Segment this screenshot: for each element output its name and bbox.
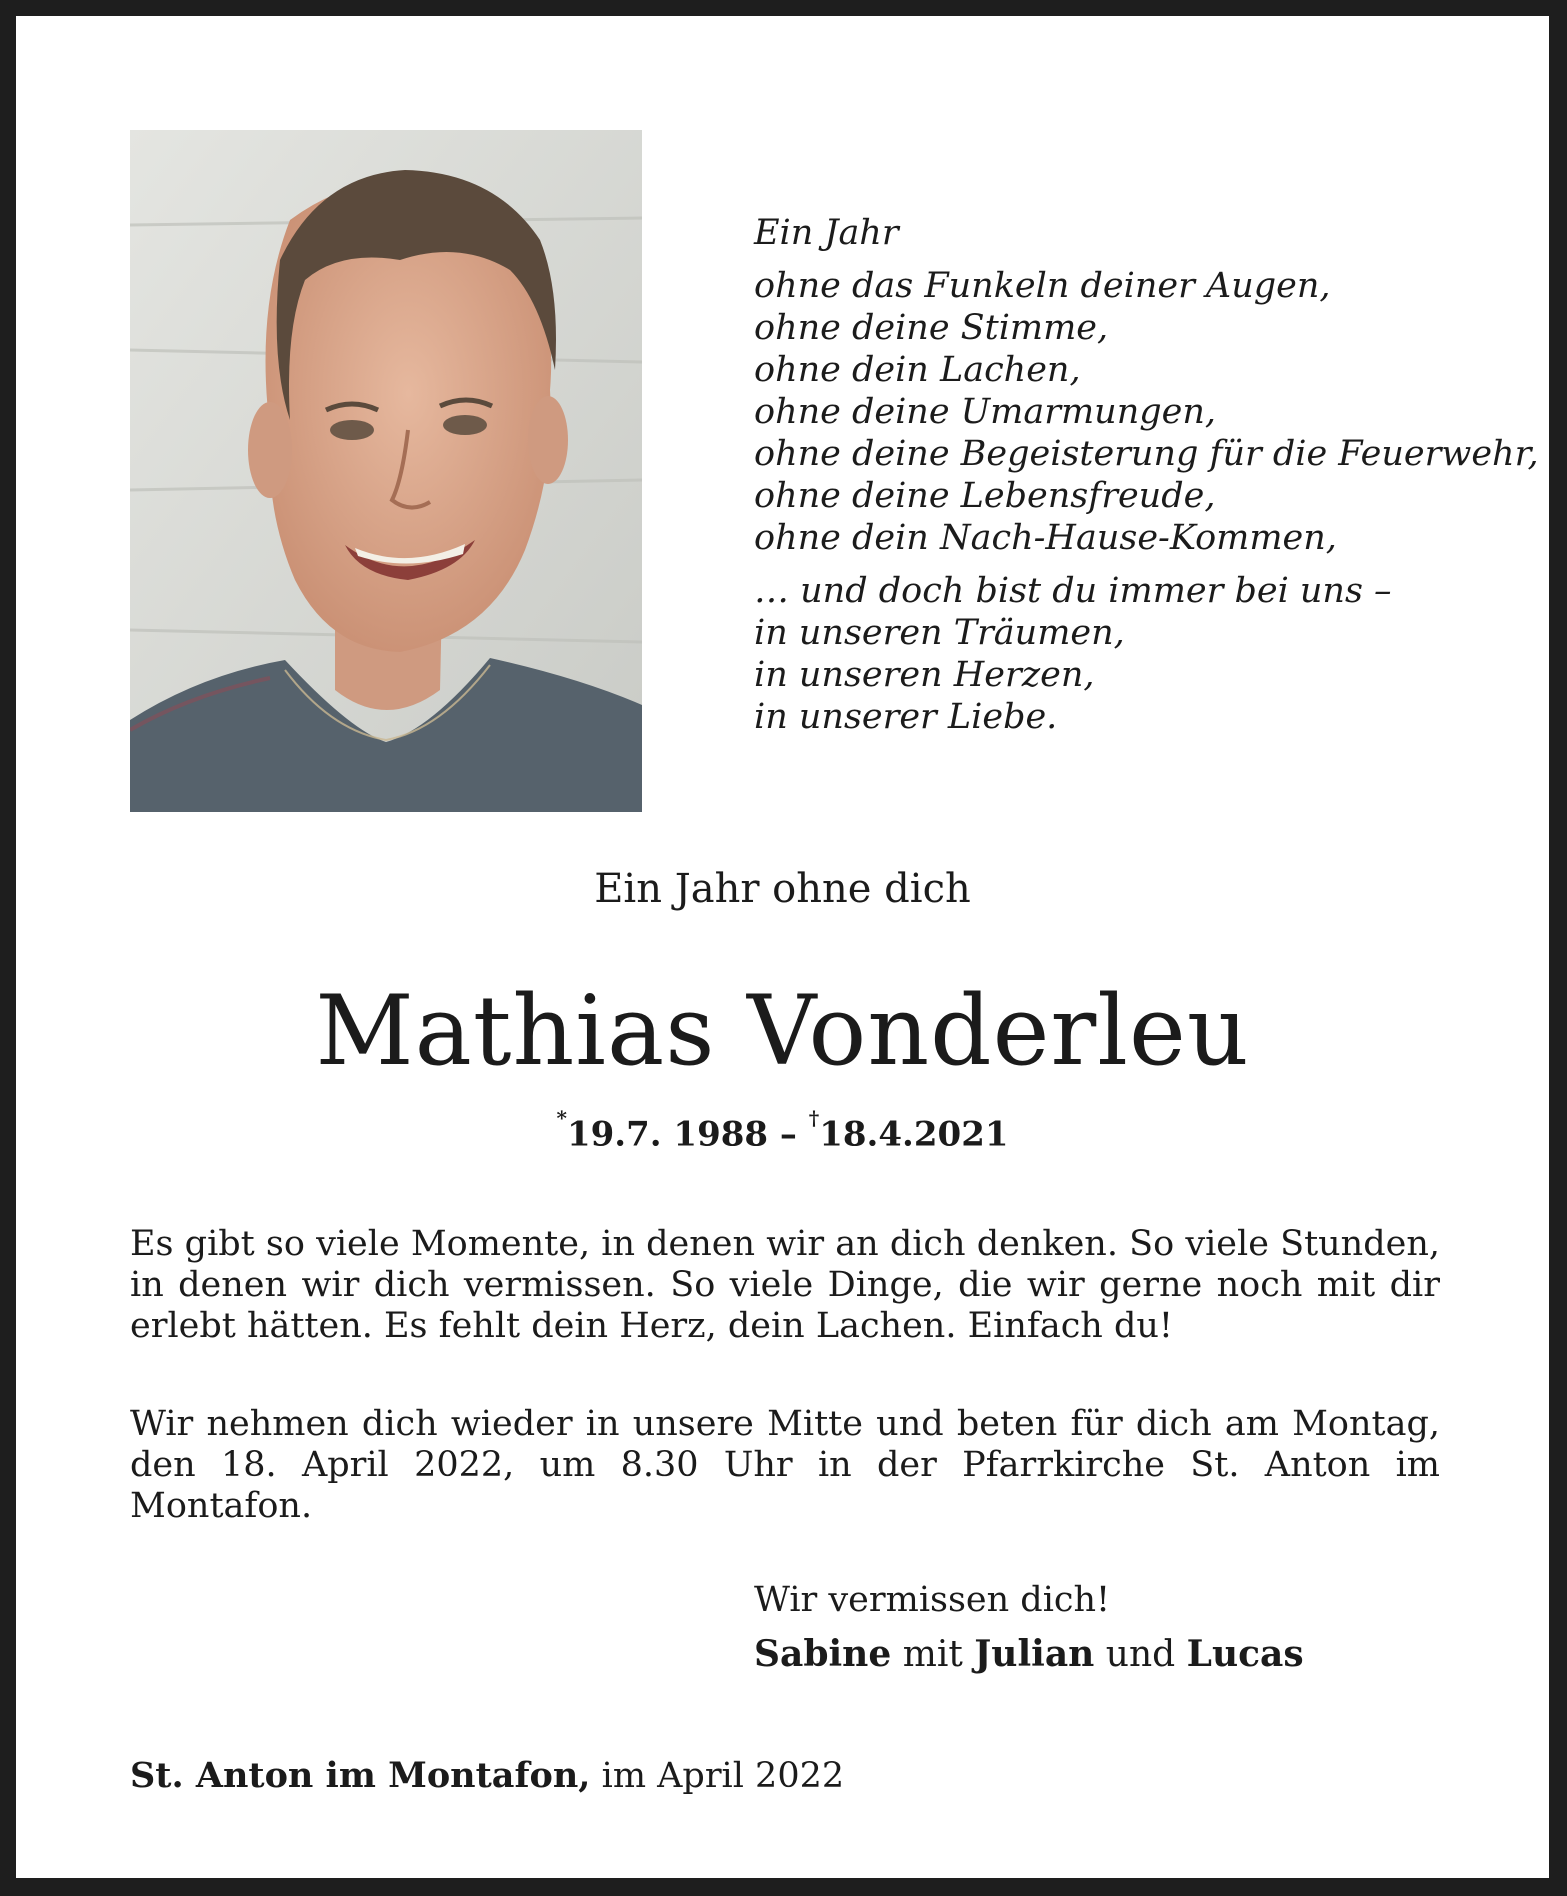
portrait-illustration <box>130 130 642 812</box>
joiner: und <box>1094 1634 1187 1675</box>
deceased-name: Mathias Vonderleu <box>315 975 1250 1087</box>
birth-date: 19.7. 1988 <box>566 1114 769 1155</box>
footer-date: im April 2022 <box>590 1756 845 1796</box>
footer-place: St. Anton im Montafon, <box>130 1755 591 1796</box>
death-symbol: † <box>808 1106 820 1130</box>
poem-line: ohne deine Umarmungen, <box>754 392 1217 432</box>
poem-line: ohne deine Begeisterung für die Feuerwehr, <box>754 434 1539 474</box>
death-date: 18.4.2021 <box>819 1114 1009 1155</box>
joiner: mit <box>891 1634 975 1675</box>
poem <box>754 212 1539 749</box>
poem-line: ohne deine Stimme, <box>754 308 1109 348</box>
poem-stanza <box>754 570 1474 738</box>
poem-line: … und doch bist du immer bei uns – <box>754 571 1392 611</box>
family-names <box>754 1630 1304 1679</box>
portrait-photo <box>130 130 642 812</box>
poem-line: in unseren Träumen, <box>754 613 1125 653</box>
poem-line: ohne dein Lachen, <box>754 350 1081 390</box>
mass-announcement: Wir nehmen dich wieder in unsere Mitte und beten für dich am Montag, den 18. April 2022, um 8.30 Uhr in der Pfarrkirche St. Anton im Montafon. <box>130 1404 1440 1526</box>
poem-stanza <box>754 212 1474 254</box>
family-name: Lucas <box>1186 1633 1304 1675</box>
poem-line: in unseren Herzen, <box>754 655 1095 695</box>
memorial-paragraph: Es gibt so viele Momente, in denen wir an dich denken. So viele Stunden, in denen wir dich vermissen. So viele Dinge, die wir gerne noch mit dir erlebt hätten. Es fehlt dein Herz, dein Lachen. Einfach du! <box>130 1224 1440 1346</box>
birth-symbol: * <box>556 1106 567 1130</box>
obituary-sheet <box>16 16 1549 1878</box>
life-dates <box>16 1104 1549 1156</box>
footer-place-date <box>130 1752 844 1800</box>
poem-line: ohne deine Lebensfreude, <box>754 476 1216 516</box>
poem-stanza <box>754 265 1539 559</box>
signoff-line: Wir vermissen dich! <box>754 1580 1111 1620</box>
family-name: Julian <box>974 1633 1095 1675</box>
family-name: Sabine <box>754 1633 892 1675</box>
poem-line: in unserer Liebe. <box>754 697 1058 737</box>
poem-line: ohne das Funkeln deiner Augen, <box>754 266 1331 306</box>
poem-line: ohne dein Nach-Hause-Kommen, <box>754 518 1337 558</box>
intro-heading: Ein Jahr ohne dich <box>594 866 971 912</box>
date-separator: – <box>768 1114 809 1155</box>
poem-line: Ein Jahr <box>754 213 899 253</box>
